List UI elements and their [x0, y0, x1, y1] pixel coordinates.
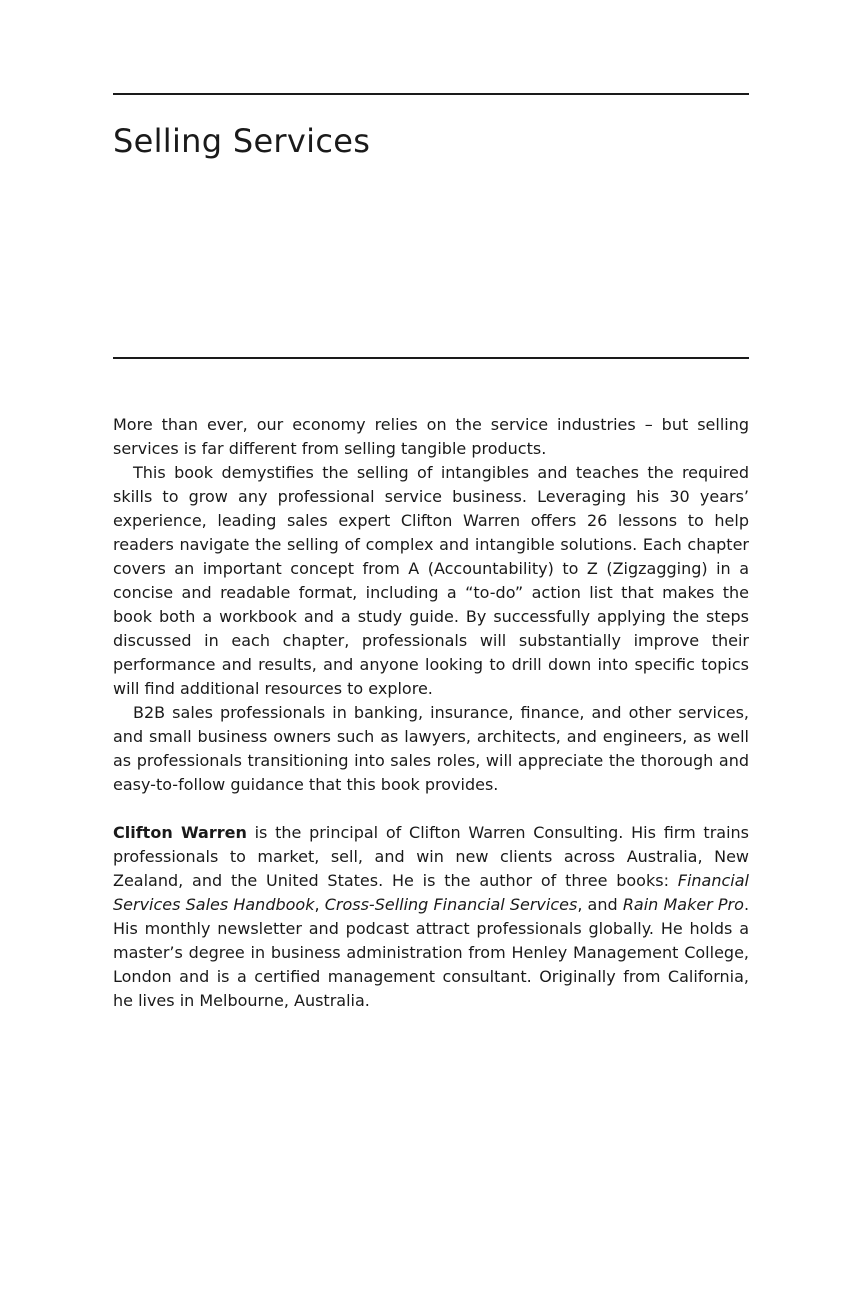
author-bio-text-2: . His monthly newsletter and podcast attract professionals globally. He holds a master’s degree in business administration from Henley Management College, London and is a certified management consultant. Originally from California, he lives in Melbourne, Australia.: [113, 895, 750, 1010]
book-title-3: Rain Maker Pro: [622, 895, 744, 914]
author-bio-sep-1: ,: [314, 895, 325, 914]
description-paragraph-3: B2B sales professionals in banking, insurance, finance, and other services, and small business owners such as lawyers, architects, and engineers, as well as professionals transitioning into sales roles, will appreciate the thorough and easy-to-follow guidance that this book provides.: [113, 703, 749, 794]
bottom-rule: [113, 357, 749, 359]
book-title: Selling Services: [113, 122, 371, 160]
author-bio-text-1: is the principal of Clifton Warren Consulting. His firm trains professionals to market, sell, and win new clients across Australia, New Zealand, and the United States. He is the author of three books:: [113, 823, 749, 890]
author-name: Clifton Warren: [113, 823, 247, 842]
description-paragraph-1: More than ever, our economy relies on the service industries – but selling services is far different from selling tangible products.: [113, 415, 749, 458]
author-bio: [113, 821, 749, 1013]
book-title-1: Financial Services Sales Handbook: [113, 871, 749, 914]
book-description: [113, 413, 749, 797]
author-bio-paragraph: [113, 821, 749, 1013]
book-title-2: Cross-Selling Financial Services: [324, 895, 578, 914]
description-paragraph-2: This book demystifies the selling of intangibles and teaches the required skills to grow any professional service business. Leveraging his 30 years’ experience, leading sales expert Clifton Warren offers 26 lessons to help readers navigate the selling of complex and intangible solutions. Each chapter covers an important concept from A (Accountability) to Z (Zigzagging) in a concise and readable format, including a “to-do” action list that makes the book both a workbook and a study guide. By successfully applying the steps discussed in each chapter, professionals will substantially improve their performance and results, and anyone looking to drill down into specific topics will find additional resources to explore.: [113, 463, 749, 698]
author-bio-sep-2: , and: [577, 895, 623, 914]
top-rule: [113, 93, 749, 95]
